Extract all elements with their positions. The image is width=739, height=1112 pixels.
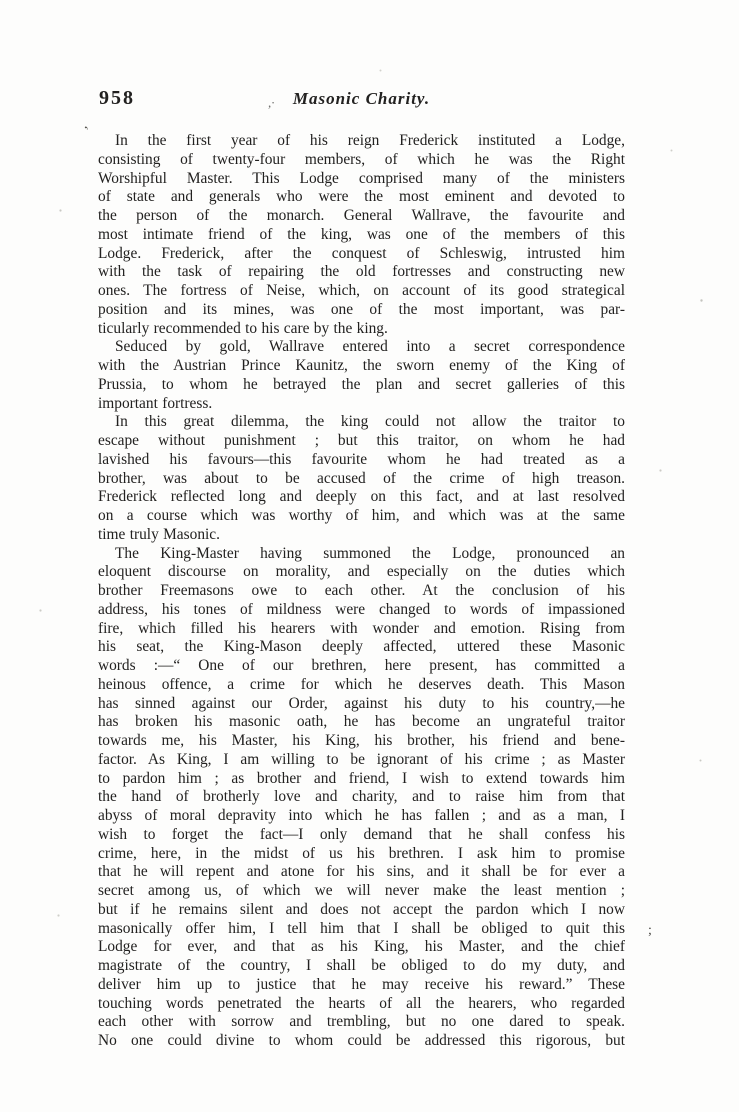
text-line: Worshipful Master. This Lodge comprised many of the ministers: [98, 169, 625, 187]
text-line: ticularly recommended to his care by the king.: [98, 319, 388, 337]
text-line: fire, which filled his hearers with wonder and emotion. Rising from: [98, 619, 625, 637]
text-line: of state and generals who were the most eminent and devoted to: [98, 188, 625, 206]
text-line: escape without punishment ; but this traitor, on whom he had: [98, 432, 625, 449]
text-line: important fortress.: [98, 394, 213, 412]
text-line: on a course which was worthy of him, and which was at the same: [98, 507, 625, 524]
page-number: 958: [99, 87, 135, 109]
text-line: Prussia, to whom he betrayed the plan and secret galleries of this: [98, 375, 625, 393]
text-line: masonically offer him, I tell him that I shall be obliged to quit this: [98, 919, 625, 937]
text-line: each other with sorrow and trembling, but no one dared to speak.: [98, 1013, 625, 1031]
text-line: has sinned against our Order, against his duty to his country,—he: [98, 694, 625, 712]
text-line: Lodge. Frederick, after the conquest of Schleswig, intrusted him: [98, 244, 625, 262]
text-line: most intimate friend of the king, was one of the members of this: [98, 225, 625, 243]
text-line: touching words penetrated the hearts of all the hearers, who regarded: [98, 994, 625, 1012]
page-title: Masonic Charity.: [292, 89, 431, 108]
text-line: to pardon him ; as brother and friend, I wish to extend towards him: [98, 769, 625, 787]
text-line: the hand of brotherly love and charity, and to raise him from that: [98, 788, 625, 806]
text-line: words :—“ One of our brethren, here present, has committed a: [98, 657, 625, 674]
text-line: has broken his masonic oath, he has become an ungrateful traitor: [98, 713, 625, 731]
text-line: abyss of moral depravity into which he has fallen ; and as a man, I: [98, 807, 625, 824]
text-line: ones. The fortress of Neise, which, on account of its good strategical: [98, 282, 625, 299]
text-line: brother, was about to be accused of the crime of high treason.: [98, 469, 625, 487]
text-line: No one could divine to whom could be addressed this rigorous, but: [98, 1032, 625, 1049]
paragraph: [98, 132, 625, 338]
text-line: brother Freemasons owe to each other. At the conclusion of his: [98, 582, 625, 599]
text-line: The King-Master having summoned the Lodge, pronounced an: [115, 544, 625, 562]
text-line: time truly Masonic.: [98, 525, 220, 543]
scan-noise-speckles: [0, 0, 1, 1]
text-line: with the Austrian Prince Kaunitz, the sworn enemy of the King of: [98, 357, 625, 374]
text-line: lavished his favours—this favourite whom he had treated as a: [98, 450, 625, 468]
text-line: factor. As King, I am willing to be ignorant of his crime ; as Master: [98, 750, 625, 768]
paragraph: [98, 545, 625, 1051]
text-line: crime, here, in the midst of us his brethren. I ask him to promise: [98, 844, 625, 862]
text-line: heinous offence, a crime for which he deserves death. This Mason: [98, 675, 625, 693]
paragraph: [98, 413, 625, 544]
text-line: In this great dilemma, the king could not allow the traitor to: [115, 413, 625, 431]
text-line: position and its mines, was one of the most important, was par-: [98, 300, 625, 318]
stray-ink-mark: ;: [648, 923, 652, 938]
text-line: Lodge for ever, and that as his King, his Master, and the chief: [98, 938, 625, 956]
margin-tick-mark: ,: [76, 119, 91, 132]
page-body: [98, 132, 625, 1051]
text-line: Seduced by gold, Wallrave entered into a secret correspondence: [115, 338, 625, 356]
text-line: deliver him up to justice that he may receive his reward.” These: [98, 975, 625, 993]
text-line: with the task of repairing the old fortresses and constructing new: [98, 263, 625, 281]
text-line: In the first year of his reign Frederick instituted a Lodge,: [115, 132, 625, 149]
text-line: the person of the monarch. General Wallrave, the favourite and: [98, 207, 625, 224]
text-line: his seat, the King-Mason deeply affected, uttered these Masonic: [98, 638, 625, 656]
text-line: consisting of twenty-four members, of which he was the Right: [98, 150, 625, 168]
text-line: Frederick reflected long and deeply on this fact, and at last resolved: [98, 488, 625, 506]
text-line: address, his tones of mildness were changed to words of impassioned: [98, 600, 625, 618]
text-line: secret among us, of which we will never make the least mention ;: [98, 882, 625, 899]
paragraph: [98, 338, 625, 413]
text-line: towards me, his Master, his King, his brother, his friend and bene-: [98, 732, 625, 749]
text-line: wish to forget the fact—I only demand that he shall confess his: [98, 825, 625, 843]
text-line: that he will repent and atone for his sins, and it shall be for ever a: [98, 863, 625, 881]
ink-smudge-mark: ,·: [268, 95, 275, 110]
text-line: eloquent discourse on morality, and especially on the duties which: [98, 563, 625, 581]
text-line: but if he remains silent and does not accept the pardon which I now: [98, 900, 625, 918]
text-line: magistrate of the country, I shall be obliged to do my duty, and: [98, 957, 625, 974]
